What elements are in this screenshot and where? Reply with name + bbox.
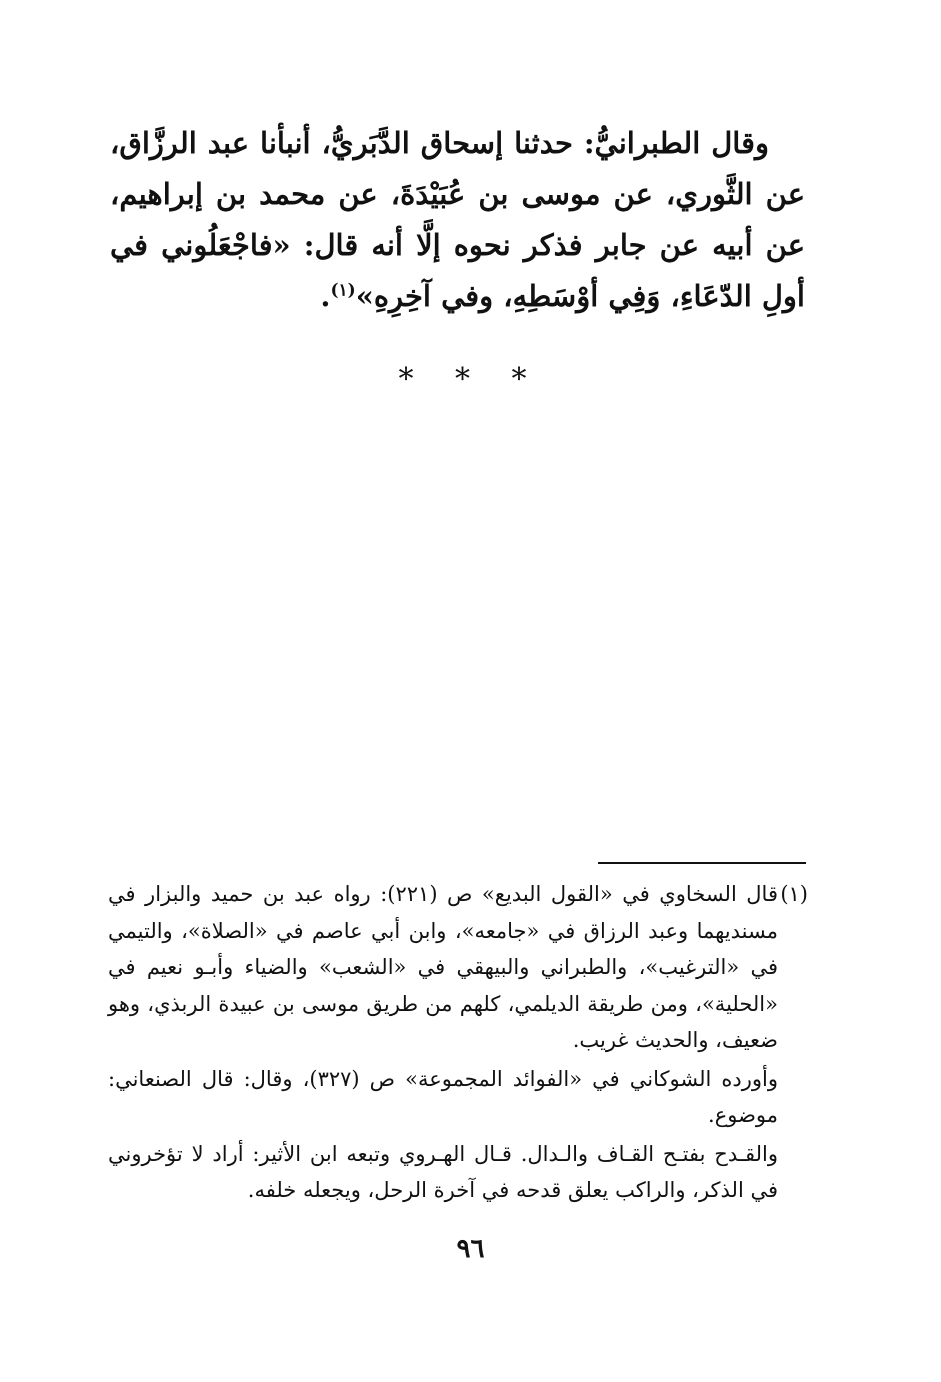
footnote-separator-line: [598, 862, 806, 864]
footnote-reference: (١): [330, 280, 356, 301]
footnotes-section: [108, 876, 808, 1209]
footnote-1-paragraph-2: وأورده الشوكاني في «الفوائد المجموعة» ص (٣٢٧)، وقال: قال الصنعاني: موضوع.: [108, 1066, 778, 1127]
footnote-1-paragraph-3: والقـدح بفتـح القـاف والـدال. قـال الهـروي وتبعه ابن الأثير: أراد لا تؤخروني في الذكر، والراكب يعلق قدحه في آخرة الرحل، ويجعله خلفه.: [108, 1141, 778, 1202]
section-divider-asterisks: * * *: [398, 362, 543, 397]
closing-punctuation: .: [320, 279, 331, 313]
page-number: ٩٦: [456, 1234, 485, 1264]
hadith-quote: «فاجْعَلُوني في أولِ الدّعَاءِ، وَفِي أوْسَطِهِ، وفي آخِرِهِ»: [110, 228, 805, 313]
footnote-1-number: (١): [780, 882, 808, 906]
footnote-1-text: قال السخاوي في «القول البديع» ص (٢٢١): رواه عبد بن حميد والبزار في مسنديهما وعبد الرزاق في «جامعه»، وابن أبي عاصم في «الصلاة»، والتيمي في «الترغيب»، والطبراني والبيهقي في «الشعب» والضياء وأبـو نعيم في «الحلية»، ومن طريقة الديلمي، كلهم من طريق موسى بن عبيدة الربذي، وهو ضعيف، والحديث غريب.: [108, 882, 778, 1052]
main-paragraph: [110, 118, 805, 322]
narration-text: وقال الطبرانيُّ: حدثنا إسحاق الدَّبَريُّ، أنبأنا عبد الرزَّاق، عن الثَّوري، عن موسى بن عُبَيْدَةَ، عن محمد بن إبراهيم، عن أبيه عن جابر فذكر نحوه إلَّا أنه قال:: [110, 126, 805, 262]
footnote-1: [108, 876, 808, 1059]
